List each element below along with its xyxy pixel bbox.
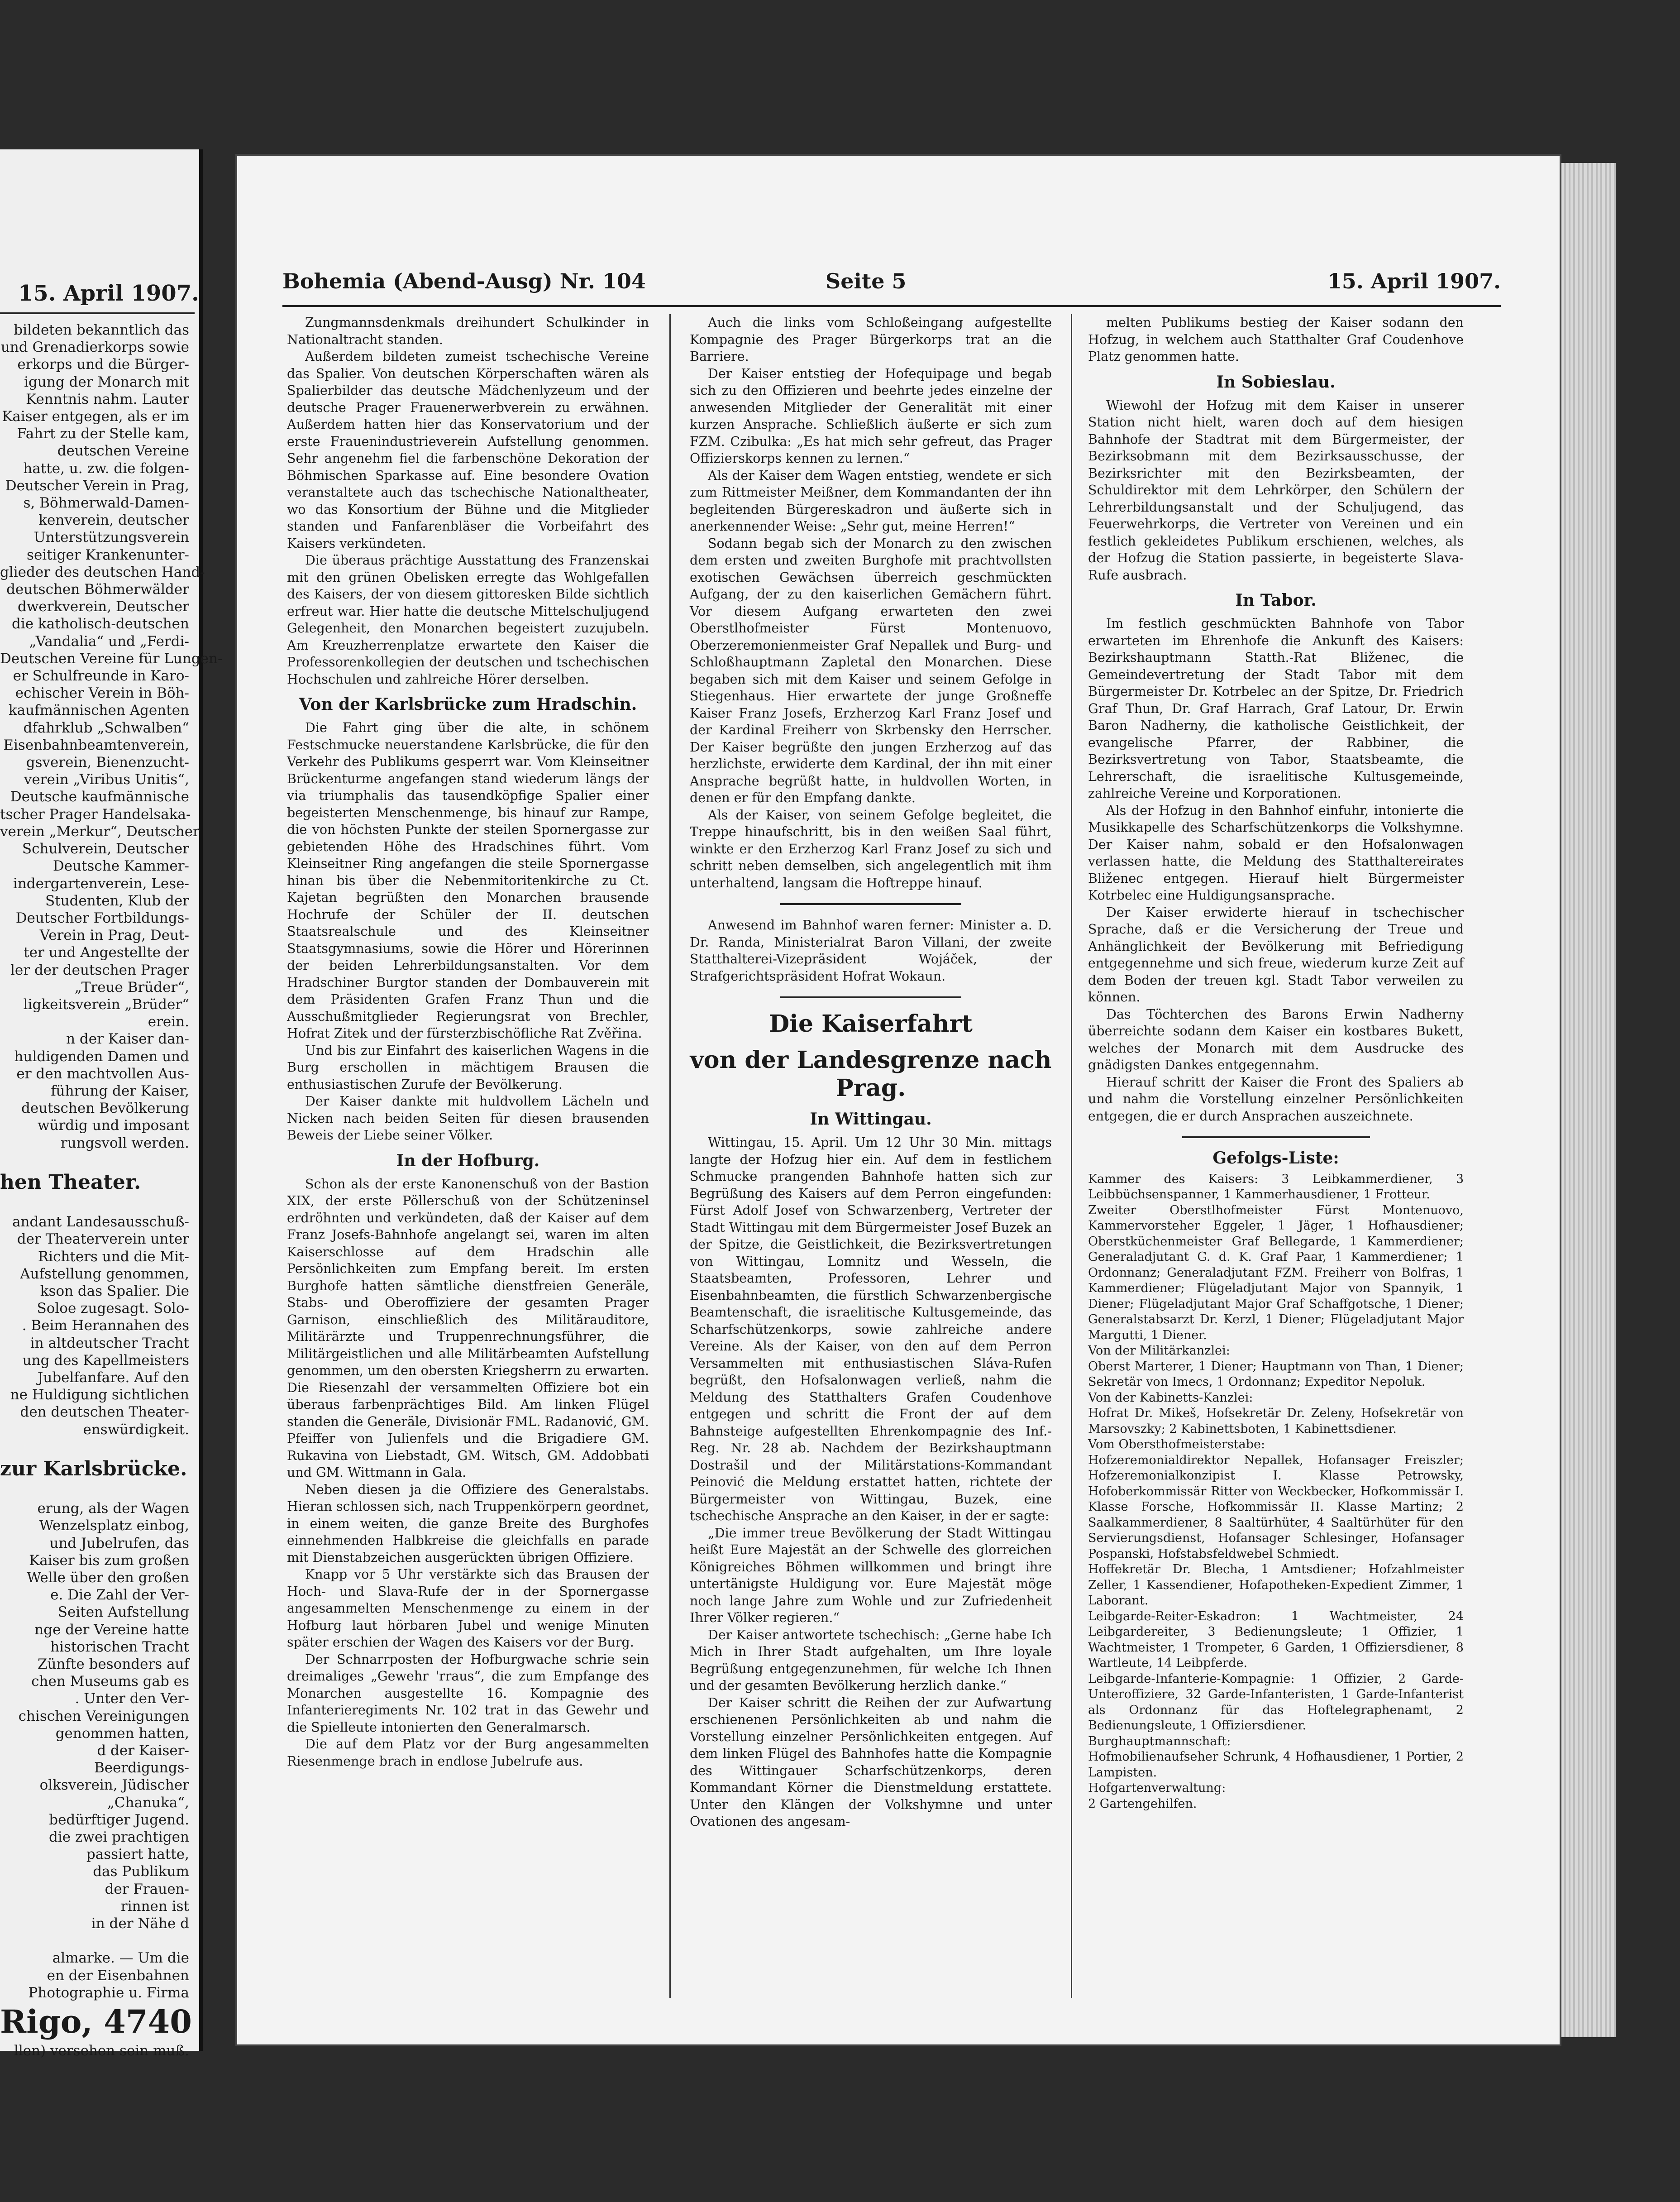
left-page-line: tscher Prager Handelsaka- [0, 806, 191, 823]
retinue-list [1088, 1172, 1464, 1812]
left-page-line: . Unter den Ver- [75, 1690, 189, 1707]
left-page-line [0, 1152, 192, 1169]
column-3 [1088, 314, 1464, 2007]
left-page-line: d der Kaiser- [97, 1742, 189, 1759]
left-page-line: ler der deutschen Prager [10, 962, 189, 978]
left-page-line: Jubelfanfare. Auf den [37, 1369, 189, 1386]
left-page-line: passiert hatte, [86, 1846, 189, 1863]
left-page-line: Kaiser entgegen, als er im [2, 408, 189, 425]
list-entry: Hoffekretär Dr. Blecha, 1 Amtsdiener; Hofzahlmeister Zeller, 1 Kassendiener, Hofapotheken-Expedient Zimmer, 1 Laborant. [1088, 1562, 1464, 1608]
left-page-line: hatte, u. zw. die folgen- [23, 460, 189, 477]
left-page-line [0, 1932, 192, 1949]
left-page-line: zur Karlsbrücke. [0, 1457, 187, 1480]
left-page-line: erung, als der Wagen [37, 1500, 189, 1517]
left-page-line: dwerkverein, Deutscher [18, 598, 189, 615]
left-page-line: historischen Tracht [50, 1638, 189, 1655]
paragraph: Zungmannsdenkmals dreihundert Schulkinder in Nationaltracht standen. [287, 315, 649, 347]
paragraph: Anwesend im Bahnhof waren ferner: Minister a. D. Dr. Randa, Ministerialrat Baron Villani, der zweite Statthalterei-Vizepräsident Wojáček, der Strafgerichtspräsident Hofrat Wokaun. [690, 918, 1052, 984]
left-page-line: er Schulfreunde in Karo- [13, 668, 189, 685]
left-page-line [0, 1196, 192, 1213]
list-entry: Kammer des Kaisers: 3 Leibkammerdiener, 3 Leibbüchsenspanner, 1 Kammerhausdiener, 1 Frotteur. [1088, 1172, 1464, 1202]
list-entry: Oberst Marterer, 1 Diener; Hauptmann von Than, 1 Diener; Sekretär von Imecs, 1 Ordonnanz; Expeditor Nepoluk. [1088, 1359, 1464, 1389]
left-page-line: dfahrklub „Schwalben“ [23, 719, 189, 736]
paragraph: Wiewohl der Hofzug mit dem Kaiser in unserer Station nicht hielt, waren doch auf dem hiesigen Bahnhofe der Stadtrat mit dem Bürgermeister, der Bezirksobmann mit dem Bezirksausschusse, der Bezirksrichter mit den Bezirksbeamten, der Schuldirektor mit dem Lehrkörper, den Schülern der Lehrerbildungsanstalt und der Schuljugend, das Feuerwehrkorps, die Vertreter von Vereinen und ein festlich gekleidetes Publikum erschienen, welches, als der Hofzug die Station passierte, in begeisterte Slava-Rufe ausbrach. [1088, 397, 1464, 583]
left-page-line: Aufstellung genommen, [20, 1265, 189, 1282]
left-page-line: seitiger Krankenunter- [27, 546, 189, 563]
left-page-line: chischen Vereinigungen [18, 1708, 189, 1724]
left-page-line: führung der Kaiser, [51, 1082, 189, 1099]
left-page-line: und Grenadierkorps sowie [0, 339, 189, 356]
left-page-line: s, Böhmerwald-Damen- [23, 495, 189, 512]
left-page-line: llen) versehen sein muß. [14, 2043, 189, 2059]
paragraph: Der Kaiser schritt die Reihen der zur Aufwartung erschienenen Persönlichkeiten ab und nahm die Vorstellung einzelner Persönlichkeiten entgegen. Auf dem linken Flügel des Bahnhofes hatte die Kompagnie des Wittingauer Scharfschützenkorps, deren Kommandant Körner die Dienstmeldung erstattete. Unter den Klängen der Volkshymne und unter Ovationen des angesam- [690, 1695, 1052, 1829]
left-page-line: igung der Monarch mit [24, 373, 189, 390]
section-separator [780, 903, 961, 905]
paragraph: Der Kaiser entstieg der Hofequipage und begab sich zu den Offizieren und beehrte jedes einzelne der anwesenden Mitglieder der Generalität mit einer kurzen Ansprache. Schließlich äußerte er sich zum FZM. Czibulka: „Es hat mich sehr gefreut, das Prager Offizierskorps kennen zu lernen.“ [690, 366, 1052, 466]
article-headline: von der Landesgrenze nach Prag. [690, 1046, 1052, 1102]
left-page-line: Kenntnis nahm. Lauter [26, 391, 189, 407]
column-rule [669, 314, 671, 1998]
left-page-line: Beerdigungs- [94, 1760, 189, 1776]
section-separator [1182, 1136, 1370, 1138]
left-page-line: echischer Verein in Böh- [15, 685, 189, 702]
paragraph: Die Fahrt ging über die alte, in schönem Festschmucke neuerstandene Karlsbrücke, die für den Verkehr des Publikums gesperrt war. Vom Kleinseitner Brückenturme angefangen stand wiederum längs der via triumphalis das tausendköpfige Spalier einer begeisterten Menschenmenge, bis hinauf zur Rampe, die von höchsten Punkte der steilen Spornergasse zur gebietenden Höhe des Hradschines führt. Vom Kleinseitner Ring angefangen die steile Spornergasse hinan bis über die Nebenmitoritenkirche zu Ct. Kajetan begrüßten den Monarchen brausende Hochrufe der Schüler der II. deutschen Staatsrealschule und des Kleinseitner Staatsgymnasiums, sowie die Hörer und Hörerinnen der beiden Lehrerbildungsanstalten. Vor dem Hradschiner Burgtor standen der Dombauverein mit dem Präsidenten Grafen Franz Thun und die Ausschußmitglieder Regierungsrat von Brechler, Hofrat Zitek und der fürsterzbischöfliche Rat Zvěřina. [287, 720, 649, 1041]
paragraph: Auch die links vom Schloßeingang aufgestellte Kompagnie des Prager Bürgerkorps trat an die Barriere. [690, 315, 1052, 364]
left-page-line: verein „Viribus Unitis“, [24, 771, 189, 788]
left-page-line: Fahrt zu der Stelle kam, [17, 426, 189, 442]
left-page-line: ung des Kapellmeisters [22, 1352, 189, 1369]
paragraph: Der Schnarrposten der Hofburgwache schrie sein dreimaliges „Gewehr 'rraus“, die zum Empfange des Monarchen ausgestellte 16. Kompagnie des Infanterieregiments Nr. 102 trat in das Gewehr und die Spielleute intonierten den Generalmarsch. [287, 1652, 649, 1735]
left-page-line: glieder des deutschen Hand- [0, 564, 205, 580]
section-heading: In der Hofburg. [396, 1151, 540, 1170]
paragraph: melten Publikums bestieg der Kaiser sodann den Hofzug, in welchem auch Statthalter Graf Coudenhove Platz genommen hatte. [1088, 315, 1464, 364]
left-page-line: bedürftiger Jugend. [49, 1811, 189, 1828]
left-page-line: in der Nähe d [91, 1915, 189, 1932]
left-page-line: en der Eisenbahnen [47, 1967, 189, 1984]
page-header [282, 269, 1501, 301]
left-page-line: ter und Angestellte der [24, 944, 189, 961]
left-page-line: bildeten bekanntlich das [14, 322, 189, 338]
paragraph: Hierauf schritt der Kaiser die Front des Spaliers ab und nahm die Vorstellung einzelner Persönlichkeiten entgegen, die er durch Ansprachen auszeichnete. [1088, 1074, 1464, 1124]
article-headline: Die Kaiserfahrt [769, 1010, 973, 1038]
left-page-line: Unterstützungsverein [33, 529, 189, 546]
section-heading: In Tabor. [1235, 591, 1317, 610]
list-entry: Von der Kabinetts-Kanzlei: [1088, 1390, 1253, 1405]
section-heading: In Sobieslau. [1216, 372, 1336, 392]
list-entry: Leibgarde-Reiter-Eskadron: 1 Wachtmeister, 24 Leibgardereiter, 3 Bedienungsleute; 1 Offizier, 1 Wachtmeister, 1 Trompeter, 6 Garden, 1 Offiziersdiener, 8 Wartleute, 14 Leibpferde. [1088, 1609, 1464, 1670]
paragraph: Schon als der erste Kanonenschuß von der Bastion XIX, der erste Pöllerschuß von der Schützeninsel erdröhnten und verkündeten, daß der Kaiser auf dem Franz Josefs-Bahnhofe angelangt sei, waren im alten Kaiserschlosse auf dem Hradschin alle Persönlichkeiten zum Empfang bereit. Im ersten Burghofe hatten sämtliche dienstfreien Generäle, Stabs- und Oberoffiziere der gesamten Prager Garnison, einschließlich des Militärauditore, Militärärzte und Truppenrechnungsführer, die Militärgeistlichen und alle Militärbeamten Aufstellung genommen, um den obersten Kriegsherrn zu erwarten. Die Riesenzahl der versammelten Offiziere bot ein überaus farbenprächtiges Bild. Am linken Flügel standen die Generäle, Divisionär FML. Radanović, GM. Pfeiffer von Julienfels und die Brigadiere GM. Rukavina von Liebstadt, GM. Witsch, GM. Addobbati und GM. Wittmann in Gala. [287, 1176, 649, 1480]
paragraph: „Die immer treue Bevölkerung der Stadt Wittingau heißt Eure Majestät an der Schwelle des glorreichen Königreiches Böhmen willkommen und bringt ihre untertänigste Huldigung vor. Eure Majestät möge noch lange Jahre zum Wohle und zur Zufriedenheit Ihrer Völker regieren.“ [690, 1525, 1052, 1625]
left-page-line: „Treue Brüder“, [74, 979, 189, 996]
paragraph: Das Töchterchen des Barons Erwin Nadherny überreichte sodann dem Kaiser ein kostbares Bukett, welches der Monarch mit dem Ausdrucke des gnädigsten Dankes entgegennahm. [1088, 1006, 1464, 1072]
list-entry: Von der Militärkanzlei: [1088, 1344, 1230, 1358]
section-heading: In Wittingau. [810, 1110, 932, 1129]
left-page-line: nge der Vereine hatte [34, 1621, 189, 1638]
paragraph: Knapp vor 5 Uhr verstärkte sich das Brausen der Hoch- und Slava-Rufe der in der Spornergasse angesammelten Menschenmenge zu einem in der Hofburg laut hörbaren Jubel und wenige Minuten später erschien der Wagen des Kaisers vor der Burg. [287, 1567, 649, 1650]
paragraph: Wittingau, 15. April. Um 12 Uhr 30 Min. mittags langte der Hofzug hier ein. Auf dem in festlichem Schmucke prangenden Bahnhofe hatten sich zur Begrüßung des Kaisers auf dem Perron eingefunden: Fürst Adolf Josef von Schwarzenberg, Vertreter der Stadt Wittingau mit dem Bürgermeister Josef Buzek an der Spitze, die Geistlichkeit, die Bezirksvertretungen von Wittingau, Lomnitz und Wesseln, die Staatsbeamten, Professoren, Lehrer und Eisenbahnbeamten, die fürstlich Schwarzenbergische Beamtenschaft, die israelitische Kultusgemeinde, das Scharfschützenkorps, sowie zahlreiche andere Vereine. Als der Kaiser, von den auf dem Perron Versammelten mit enthusiastischen Sláva-Rufen begrüßt, den Hofsalonwagen verließ, nahm die Meldung des Statthalters Grafen Coudenhove entgegen und schritt die Front der auf dem Bahnsteige aufgestellten Ehrenkompagnie des Inf.-Reg. Nr. 28 ab. Nachdem der Bezirkshauptmann Dostrašil und der Militärstations-Kommandant Peinović die Meldung erstattet hatten, richtete der Bürgermeister von Wittingau, Buzek, eine tschechische Ansprache an den Kaiser, in der er sagte: [690, 1135, 1052, 1523]
left-page-line: der Theaterverein unter [17, 1231, 189, 1248]
paragraph: Und bis zur Einfahrt des kaiserlichen Wagens in die Burg erschollen in mächtigem Brausen die enthusiastischen Zurufe der Bevölkerung. [287, 1043, 649, 1092]
left-page-line: „Vandalia“ und „Ferdi- [29, 633, 189, 650]
left-page-line: Deutscher Fortbildungs- [15, 910, 189, 926]
left-page-line: Deutsche kaufmännische [10, 789, 189, 805]
paragraph: Sodann begab sich der Monarch zu den zwischen dem ersten und zweiten Burghofe mit prachtvollsten exotischen Gewächsen überreich geschmückten Aufgang, der zu den kaiserlichen Gemächern führt. Vor diesem Aufgang erwarteten den zwei Oberstlhofmeister Fürst Montenuovo, Oberzeremonienmeister Graf Nepallek und Burg- und Schloßhauptmann Zapletal den Monarchen. Diese begaben sich mit dem Kaiser und seinem Gefolge in Stiegenhaus. Hier erwartete der junge Großneffe Kaiser Franz Josefs, Erzherzog Karl Franz Josef und der Kardinal Freiherr von Skrbensky den Herrscher. Der Kaiser begrüßte den jungen Erzherzog auf das herzlichste, erwiderte dem Kardinal, der ihn mit einer Ansprache begrüßt hatte, in huldvollen Worten, in denen er für den Empfang dankte. [690, 536, 1052, 805]
left-page-line: „Chanuka“, [107, 1794, 189, 1811]
left-page-line: gsverein, Bienenzucht- [26, 754, 189, 771]
left-page-line: olksverein, Jüdischer [39, 1777, 189, 1794]
left-page-date: 15. April 1907. [18, 281, 199, 306]
section-separator [780, 996, 961, 998]
left-page-line: kaufmännischen Agenten [8, 702, 189, 719]
page-number: Seite 5 [826, 269, 907, 293]
left-page-line: die katholisch-deutschen [11, 616, 189, 632]
masthead-title: Bohemia (Abend-Ausg) Nr. 104 [282, 269, 646, 293]
left-page-line: Schulverein, Deutscher [22, 841, 189, 857]
left-page-line: Deutschen Vereine für Lungen- [0, 650, 223, 667]
left-page-line: genommen hatten, [55, 1725, 189, 1742]
left-page-line: Rigo, 4740 [0, 2003, 192, 2041]
left-page-line: erkorps und die Bürger- [17, 356, 189, 373]
left-page-line: würdig und imposant [37, 1117, 189, 1134]
left-page-line: Deutsche Kammer- [52, 858, 189, 875]
left-page-line: huldigenden Damen und [14, 1048, 189, 1065]
left-page-line: deutschen Vereine [57, 443, 189, 460]
left-page-line: n der Kaiser dan- [66, 1031, 189, 1048]
list-entry: Hofrat Dr. Mikeš, Hofsekretär Dr. Zeleny, Hofsekretär von Marsovszky; 2 Kabinettsboten, 1 Kabinettsdiener. [1088, 1406, 1464, 1436]
left-page-line: Soloe zugesagt. Solo- [37, 1300, 189, 1317]
list-entry: Vom Obersthofmeisterstabe: [1088, 1437, 1265, 1451]
paragraph: Der Kaiser antwortete tschechisch: „Gerne habe Ich Mich in Ihrer Stadt aufgehalten, um Ihre loyale Begrüßung entgegenzunehmen, für welche Ich Ihnen und der gesamten Bevölkerung herzlich danke.“ [690, 1627, 1052, 1693]
left-page-text [0, 321, 223, 2059]
left-page-line: Seiten Aufstellung [57, 1604, 189, 1621]
page-edges [1561, 163, 1616, 2037]
left-page-line: andant Landesausschuß- [12, 1214, 189, 1230]
list-entry: Hofzeremonialdirektor Nepallek, Hofansager Freiszler; Hofzeremonialkonzipist I. Klasse Petrowsky, Hofoberkommissär Ritter von Weckbecker, Hofkommissär I. Klasse Forsche, Hofkommissär II. Klasse Martinz; 2 Saalkammerdiener, 8 Saaltürhüter, 4 Saaltürhüter für den Servierungsdienst, Hofansager Schlesinger, Hofansager Pospanski, Hofstabsfeldwebel Schmiedt. [1088, 1453, 1464, 1561]
left-page-line: Deutscher Verein in Prag, [5, 477, 189, 494]
paragraph: Außerdem bildeten zumeist tschechische Vereine das Spalier. Von deutschen Körperschaften wären als Spalierbilder das deutsche Mädchenlyzeum und der deutsche Prager Frauenerwerbverein zu erwähnen. Außerdem hatten hier das Konservatorium und der erste Frauenindustrieverein Aufstellung genommen. Sehr angenehm fiel die farbenschöne Dekoration der Böhmischen Sparkasse auf. Eine besondere Ovation veranstaltete auch das tschechische Nationaltheater, wo das Konsortium der Bühne und die Mitglieder standen und Fanfarenbläser die Vorbeifahrt des Kaisers verkündeten. [287, 349, 649, 551]
list-entry: Hofmobilienaufseher Schrunk, 4 Hofhausdiener, 1 Portier, 2 Lampisten. [1088, 1750, 1464, 1780]
list-entry: 2 Gartengehilfen. [1088, 1796, 1197, 1811]
left-page-line: rinnen ist [120, 1898, 189, 1915]
left-page-line: Welle über den großen [27, 1570, 189, 1586]
left-page-line: kenverein, deutscher [38, 512, 189, 529]
left-page-line [0, 1483, 192, 1500]
paragraph: Im festlich geschmückten Bahnhofe von Tabor erwarteten im Ehrenhofe die Ankunft des Kaisers: Bezirkshauptmann Statth.-Rat Bliženec, die Gemeindevertretung der Stadt Tabor mit dem Bürgermeister Dr. Kotrbelec an der Spitze, Dr. Friedrich Graf Thun, Dr. Graf Harrach, Graf Latour, Dr. Erwin Baron Nadherny, die katholische Geistlichkeit, der evangelische Pfarrer, der Rabbiner, die Bezirksvertretung von Tabor, Staatsbeamte, die Lehrerschaft, die israelitische Kultusgemeinde, zahlreiche Vereine und Korporationen. [1088, 616, 1464, 801]
left-page-line: den deutschen Theater- [20, 1404, 189, 1421]
left-page-line: in altdeutscher Tracht [30, 1335, 189, 1351]
section-heading: Von der Karlsbrücke zum Hradschin. [299, 695, 637, 714]
newspaper-page [235, 154, 1561, 2046]
left-page-line: . Beim Herannahen des [22, 1317, 189, 1334]
left-page-line: deutschen Bevölkerung [21, 1100, 189, 1117]
paragraph: Als der Kaiser dem Wagen entstieg, wendete er sich zum Rittmeister Meißner, dem Kommandanten der ihn begleitenden Bürgereskadron und äußerte sich in anerkennender Weise: „Sehr gut, meine Herren!“ [690, 468, 1052, 534]
paragraph: Als der Hofzug in den Bahnhof einfuhr, intonierte die Musikkapelle des Scharfschützenkorps die Volkshymne. Der Kaiser nahm, sobald er den Hofsalonwagen verlassen hatte, die Meldung des Statthaltereirates Bliženec entgegen. Hierauf hielt Bürgermeister Kotrbelec eine Huldigungsansprache. [1088, 803, 1464, 903]
left-page-line: er den machtvollen Aus- [16, 1065, 189, 1082]
left-page-line: Richters und die Mit- [38, 1248, 189, 1265]
list-entry: Leibgarde-Infanterie-Kompagnie: 1 Offizier, 2 Garde-Unteroffiziere, 32 Garde-Infanteristen, 1 Garde-Infanterist als Ordonnanz für das Hoftelegraphenamt, 2 Bedienungsleute, 1 Offiziersdiener. [1088, 1671, 1464, 1733]
left-page-line: ligkeitsverein „Brüder“ [23, 996, 189, 1013]
left-page-line: rungsvoll werden. [60, 1135, 189, 1151]
left-page-line: Kaiser bis zum großen [29, 1552, 189, 1569]
paragraph: Als der Kaiser, von seinem Gefolge begleitet, die Treppe hinaufschritt, bis in den weißen Saal führt, winkte er den Erzherzog Karl Franz Josef zu sich und schritt neben demselben, sich angelegentlich mit ihm unterhaltend, langsam die Hoftreppe hinauf. [690, 807, 1052, 890]
left-page-line: ne Huldigung sichtlichen [10, 1387, 189, 1403]
left-page-line: verein „Merkur“, Deutscher [0, 823, 200, 840]
paragraph: Der Kaiser dankte mit huldvollem Lächeln und Nicken nach beiden Seiten für diesen brausenden Beweis der Liebe seiner Völker. [287, 1094, 649, 1143]
left-page-line: hen Theater. [0, 1170, 141, 1194]
left-page-line: kson das Spalier. Die [40, 1283, 189, 1299]
left-page-line: der Frauen- [105, 1881, 189, 1897]
column-rule [1071, 314, 1072, 1998]
left-page-line: Photographie u. Firma [28, 1984, 189, 2001]
left-page-line: e. Die Zahl der Ver- [50, 1587, 189, 1604]
left-page-line: Zünfte besonders auf [37, 1656, 189, 1673]
paragraph: Die auf dem Platz vor der Burg angesammelten Riesenmenge brach in endlose Jubelrufe aus. [287, 1737, 649, 1769]
left-page-line: die zwei prachtigen [49, 1829, 189, 1846]
left-page-header-rule [0, 312, 195, 314]
left-page-line [0, 1438, 192, 1455]
left-page-line: Eisenbahnbeamtenverein, [3, 737, 189, 753]
left-page-line: deutschen Böhmerwälder [6, 581, 189, 598]
list-entry: Zweiter Oberstlhofmeister Fürst Montenuovo, Kammervorsteher Eggeler, 1 Jäger, 1 Hofhausdiener; Oberstküchenmeister Graf Bellegarde, 1 Kammerdiener; Generaladjutant G. d. K. Graf Paar, 1 Kammerdiener; 1 Ordonnanz; Generaladjutant FZM. Freiherr von Bolfras, 1 Kammerdiener; Flügeladjutant Major von Spannyik, 1 Diener; Flügeladjutant Major Graf Schaffgotsche, 1 Diener; Generalstabsarzt Dr. Kerzl, 1 Diener; Flügeladjutant Major Margutti, 1 Diener. [1088, 1203, 1464, 1342]
left-page-line: indergartenverein, Lese- [13, 875, 189, 892]
paragraph: Neben diesen ja die Offiziere des Generalstabs. Hieran schlossen sich, nach Truppenkörpern geordnet, in einem weiten, die ganze Breite des Burghofes einnehmenden Halbkreise die gleichfalls en parade mit Dienstabzeichen ausgerückten übrigen Offiziere. [287, 1482, 649, 1565]
header-rule [282, 305, 1501, 307]
left-page-line: erein. [148, 1014, 189, 1030]
list-entry: Burghauptmannschaft: [1088, 1734, 1231, 1748]
column-2 [690, 314, 1052, 2007]
left-page-line: das Publikum [93, 1863, 189, 1880]
column-1 [287, 314, 649, 2007]
list-entry: Hofgartenverwaltung: [1088, 1781, 1226, 1795]
left-page-line: almarke. — Um die [52, 1950, 189, 1967]
left-page-line: enswürdigkeit. [83, 1421, 189, 1438]
left-page-line: Wenzelsplatz einbog, [39, 1517, 189, 1534]
left-adjacent-page [0, 149, 223, 2059]
paragraph: Der Kaiser erwiderte hierauf in tschechischer Sprache, daß er die Versicherung der Treue und Anhänglichkeit der Bevölkerung mit Befriedigung entgegennehme und sich freue, wiederum kurze Zeit auf dem Boden der treuen kgl. Stadt Tabor verweilen zu können. [1088, 905, 1464, 1005]
paragraph: Die überaus prächtige Ausstattung des Franzenskai mit den grünen Obelisken erregte das Wohlgefallen des Kaisers, der von diesem gittoresken Bilde sichtlich erfreut war. Hier hatte die deutsche Mittelschuljugend Gelegenheit, den Monarchen begeistert zuzujubeln. Am Kreuzherrenplatze erwartete den Kaiser die Professorenkollegien der deutschen und tschechischen Hochschulen und zahlreiche Hörer derselben. [287, 553, 649, 687]
section-heading: Gefolgs-Liste: [1212, 1149, 1339, 1168]
header-date: 15. April 1907. [1327, 269, 1501, 293]
left-page-line: chen Museums gab es [31, 1673, 189, 1690]
left-page-line: Studenten, Klub der [45, 892, 189, 909]
left-page-line: Verein in Prag, Deut- [39, 927, 189, 944]
left-page-line: und Jubelrufen, das [49, 1535, 189, 1551]
